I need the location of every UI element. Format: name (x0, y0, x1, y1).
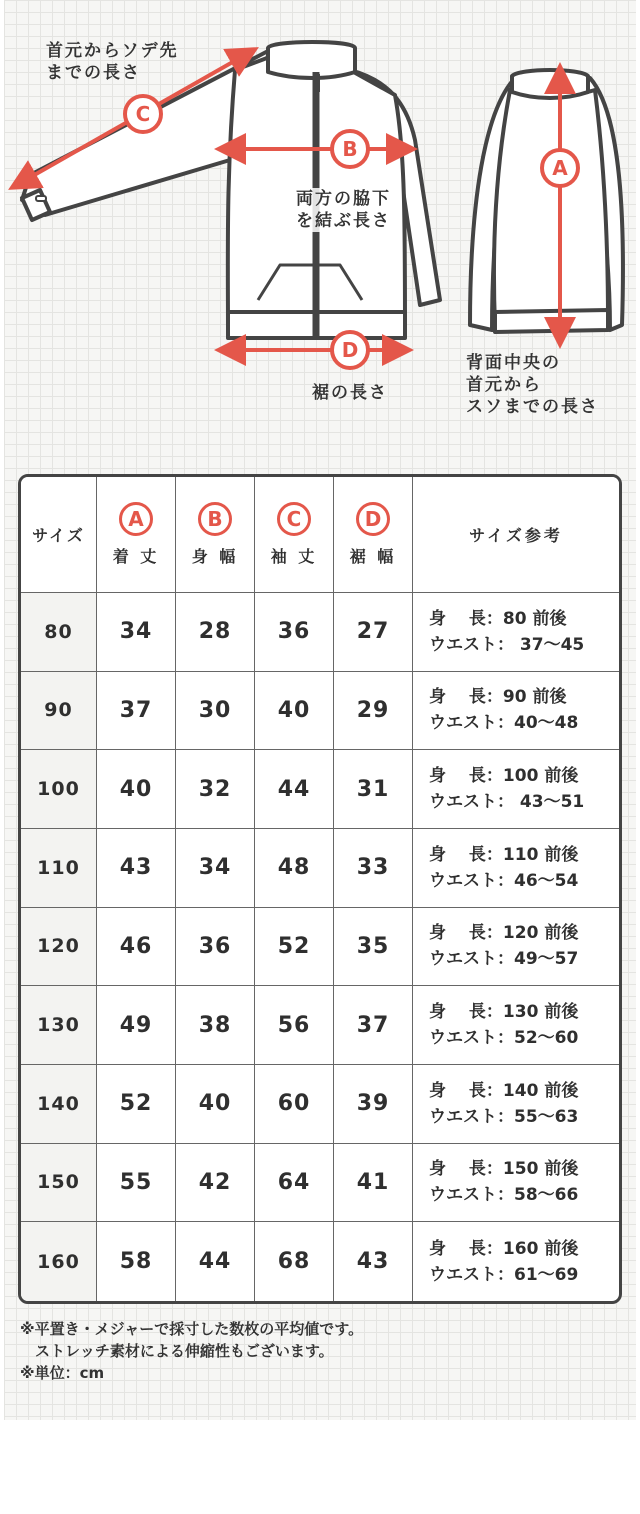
reference-height: 身 長：110 前後 (429, 844, 579, 865)
table-cell-d: 31 (334, 750, 413, 829)
header-size-reference (413, 477, 619, 593)
table-cell-d: 39 (334, 1065, 413, 1144)
reference-waist: ウエスト：52～60 (429, 1028, 579, 1049)
header-badge-b: B (198, 502, 232, 536)
reference-waist: ウエスト：49～57 (429, 949, 579, 970)
table-cell-size-reference (413, 908, 619, 987)
table-cell-a: 37 (97, 672, 176, 751)
table-cell-a: 46 (97, 908, 176, 987)
svg-text:C: C (135, 102, 151, 126)
table-cell-size-reference (413, 593, 619, 672)
table-cell-a: 34 (97, 593, 176, 672)
reference-waist: ウエスト： 37～45 (429, 634, 585, 655)
table-cell-c: 48 (255, 829, 334, 908)
badge-b (332, 131, 368, 167)
reference-waist: ウエスト： 43～51 (429, 792, 585, 813)
note-line-3: ※単位：cm (20, 1364, 105, 1382)
reference-height: 身 長：120 前後 (429, 923, 579, 944)
reference-waist: ウエスト：58～66 (429, 1185, 579, 1206)
reference-waist: ウエスト：40～48 (429, 713, 579, 734)
table-cell-size: 150 (21, 1144, 97, 1223)
table-cell-d: 37 (334, 986, 413, 1065)
note-line-2: ストレッチ素材による伸縮性もございます。 (20, 1342, 334, 1360)
reference-height: 身 長：90 前後 (429, 687, 567, 708)
table-cell-size: 160 (21, 1222, 97, 1301)
table-cell-d: 29 (334, 672, 413, 751)
reference-height: 身 長：160 前後 (429, 1238, 579, 1259)
table-cell-d: 41 (334, 1144, 413, 1223)
label-chest-width: 両方の脇下 を結ぶ長さ (296, 189, 391, 231)
reference-height: 身 長：140 前後 (429, 1080, 579, 1101)
svg-text:A: A (552, 156, 568, 180)
header-col-b (176, 477, 255, 593)
header-col-a (97, 477, 176, 593)
notes (20, 1318, 363, 1384)
badge-a (542, 150, 578, 186)
table-cell-b: 38 (176, 986, 255, 1065)
table-cell-size: 110 (21, 829, 97, 908)
svg-text:B: B (342, 137, 358, 161)
table-cell-a: 52 (97, 1065, 176, 1144)
table-cell-b: 30 (176, 672, 255, 751)
reference-height: 身 長：150 前後 (429, 1159, 579, 1180)
table-cell-size-reference (413, 672, 619, 751)
table-cell-a: 55 (97, 1144, 176, 1223)
reference-height: 身 長：130 前後 (429, 1002, 579, 1023)
table-cell-b: 42 (176, 1144, 255, 1223)
reference-waist: ウエスト：61～69 (429, 1264, 579, 1285)
table-cell-size: 100 (21, 750, 97, 829)
table-cell-size: 90 (21, 672, 97, 751)
table-cell-size-reference (413, 1065, 619, 1144)
badge-c (125, 96, 161, 132)
table-cell-d: 43 (334, 1222, 413, 1301)
table-cell-size: 130 (21, 986, 97, 1065)
table-cell-a: 40 (97, 750, 176, 829)
table-cell-b: 36 (176, 908, 255, 987)
header-label-d: 裾 幅 (349, 547, 397, 566)
table-cell-c: 60 (255, 1065, 334, 1144)
table-cell-d: 27 (334, 593, 413, 672)
table-cell-b: 40 (176, 1065, 255, 1144)
table-cell-size: 140 (21, 1065, 97, 1144)
label-sleeve-length: 首元からソデ先 までの長さ (46, 41, 179, 83)
header-badge-c: C (277, 502, 311, 536)
label-body-length: 背面中央の 首元から スソまでの長さ (466, 353, 599, 417)
table-cell-a: 43 (97, 829, 176, 908)
table-cell-size: 80 (21, 593, 97, 672)
header-size (21, 477, 97, 593)
header-col-c (255, 477, 334, 593)
table-cell-size-reference (413, 986, 619, 1065)
table-cell-c: 40 (255, 672, 334, 751)
table-cell-c: 44 (255, 750, 334, 829)
back-jacket-illustration (470, 70, 623, 332)
table-cell-a: 58 (97, 1222, 176, 1301)
table-cell-c: 52 (255, 908, 334, 987)
table-cell-c: 68 (255, 1222, 334, 1301)
reference-waist: ウエスト：55～63 (429, 1106, 579, 1127)
header-label-b: 身 幅 (191, 547, 239, 566)
table-cell-size-reference (413, 750, 619, 829)
table-cell-c: 56 (255, 986, 334, 1065)
reference-height: 身 長：80 前後 (429, 608, 567, 629)
svg-text:D: D (341, 338, 359, 362)
label-hem-width: 裾の長さ (312, 383, 388, 403)
header-size-label: サイズ (32, 526, 85, 545)
reference-waist: ウエスト：46～54 (429, 870, 579, 891)
header-label-c: 袖 丈 (270, 547, 318, 566)
table-cell-d: 35 (334, 908, 413, 987)
header-label-a: 着 丈 (112, 547, 160, 566)
note-line-1: ※平置き・メジャーで採寸した数枚の平均値です。 (20, 1320, 364, 1338)
table-cell-c: 64 (255, 1144, 334, 1223)
table-cell-size: 120 (21, 908, 97, 987)
table-cell-b: 32 (176, 750, 255, 829)
header-badge-d: D (356, 502, 390, 536)
table-cell-size-reference (413, 1144, 619, 1223)
table-cell-b: 34 (176, 829, 255, 908)
table-cell-a: 49 (97, 986, 176, 1065)
reference-height: 身 長：100 前後 (429, 766, 579, 787)
table-cell-c: 36 (255, 593, 334, 672)
header-badge-a: A (119, 502, 153, 536)
badge-d (332, 332, 368, 368)
header-ref-label: サイズ参考 (469, 526, 563, 545)
table-cell-size-reference (413, 1222, 619, 1301)
size-table (18, 474, 622, 1304)
table-cell-b: 28 (176, 593, 255, 672)
header-col-d (334, 477, 413, 593)
table-cell-b: 44 (176, 1222, 255, 1301)
table-cell-d: 33 (334, 829, 413, 908)
table-cell-size-reference (413, 829, 619, 908)
